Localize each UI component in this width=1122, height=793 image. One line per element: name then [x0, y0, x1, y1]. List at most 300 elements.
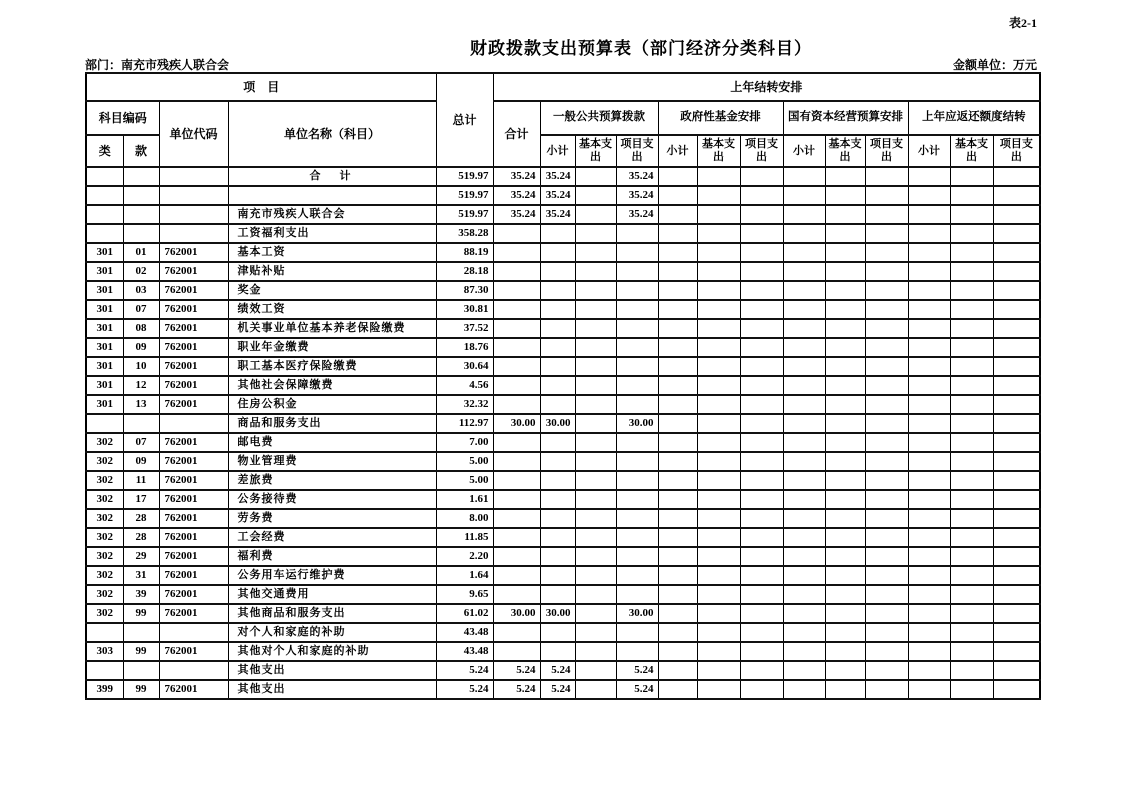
- cell-statecap-project: [865, 186, 908, 205]
- cell-statecap-project: [865, 547, 908, 566]
- cell-item-code: 29: [123, 547, 159, 566]
- cell-govfund-project: [740, 205, 783, 224]
- cell-govfund-subtotal: [658, 395, 697, 414]
- cell-unit-code: 762001: [159, 680, 228, 699]
- cell-refund-subtotal: [908, 395, 950, 414]
- table-row: [86, 357, 1040, 376]
- cell-statecap-project: [865, 509, 908, 528]
- cell-govfund-basic: [697, 433, 740, 452]
- cell-class-code: 301: [86, 395, 123, 414]
- cell-govfund-basic: [697, 509, 740, 528]
- cell-govfund-subtotal: [658, 376, 697, 395]
- cell-govfund-project: [740, 680, 783, 699]
- table-row: [86, 490, 1040, 509]
- table-row: [86, 319, 1040, 338]
- cell-statecap-basic: [825, 167, 865, 186]
- cell-class-code: 302: [86, 547, 123, 566]
- cell-subject-name: 对个人和家庭的补助: [228, 623, 436, 642]
- cell-item-code: 02: [123, 262, 159, 281]
- cell-govfund-subtotal: [658, 319, 697, 338]
- cell-gpb-basic: [575, 433, 616, 452]
- cell-carryover-total: [493, 433, 540, 452]
- cell-statecap-basic: [825, 642, 865, 661]
- cell-govfund-basic: [697, 661, 740, 680]
- cell-subject-name: 差旅费: [228, 471, 436, 490]
- cell-carryover-total: [493, 471, 540, 490]
- cell-statecap-project: [865, 433, 908, 452]
- cell-govfund-basic: [697, 452, 740, 471]
- cell-item-code: 12: [123, 376, 159, 395]
- cell-item-code: [123, 205, 159, 224]
- cell-carryover-total: [493, 357, 540, 376]
- cell-statecap-basic: [825, 224, 865, 243]
- cell-gpb-project: [616, 433, 658, 452]
- cell-govfund-basic: [697, 566, 740, 585]
- cell-gpb-project: 35.24: [616, 205, 658, 224]
- cell-carryover-total: 35.24: [493, 186, 540, 205]
- cell-subject-name: 公务用车运行维护费: [228, 566, 436, 585]
- cell-unit-code: [159, 661, 228, 680]
- cell-govfund-project: [740, 528, 783, 547]
- cell-gpb-subtotal: [540, 376, 575, 395]
- cell-class-code: [86, 186, 123, 205]
- cell-statecap-project: [865, 319, 908, 338]
- cell-refund-basic: [950, 642, 993, 661]
- cell-unit-code: 762001: [159, 319, 228, 338]
- cell-govfund-basic: [697, 224, 740, 243]
- cell-item-code: 08: [123, 319, 159, 338]
- cell-refund-subtotal: [908, 357, 950, 376]
- cell-refund-basic: [950, 205, 993, 224]
- cell-statecap-basic: [825, 395, 865, 414]
- cell-govfund-project: [740, 566, 783, 585]
- cell-refund-project: [993, 509, 1040, 528]
- cell-refund-project: [993, 566, 1040, 585]
- cell-statecap-subtotal: [783, 205, 825, 224]
- cell-gpb-basic: [575, 205, 616, 224]
- cell-govfund-basic: [697, 243, 740, 262]
- cell-class-code: 302: [86, 566, 123, 585]
- budget-table-body: [86, 167, 1040, 699]
- meta-row: [85, 56, 1037, 73]
- cell-govfund-basic: [697, 338, 740, 357]
- header-grand-total: 总计: [436, 73, 493, 167]
- cell-govfund-basic: [697, 604, 740, 623]
- cell-statecap-basic: [825, 300, 865, 319]
- cell-carryover-total: 5.24: [493, 680, 540, 699]
- header-group-general-public-budget: 一般公共预算拨款: [540, 101, 658, 135]
- cell-gpb-project: [616, 376, 658, 395]
- cell-unit-code: [159, 623, 228, 642]
- cell-unit-code: 762001: [159, 300, 228, 319]
- cell-class-code: 302: [86, 471, 123, 490]
- page-title: 财政拨款支出预算表（部门经济分类科目）: [470, 39, 812, 58]
- table-row: [86, 205, 1040, 224]
- cell-carryover-total: [493, 528, 540, 547]
- table-row: [86, 452, 1040, 471]
- cell-statecap-project: [865, 224, 908, 243]
- cell-unit-code: 762001: [159, 585, 228, 604]
- cell-carryover-total: [493, 452, 540, 471]
- cell-refund-project: [993, 680, 1040, 699]
- cell-govfund-subtotal: [658, 338, 697, 357]
- cell-govfund-project: [740, 509, 783, 528]
- cell-item-code: 03: [123, 281, 159, 300]
- cell-gpb-basic: [575, 338, 616, 357]
- cell-gpb-project: [616, 452, 658, 471]
- cell-refund-subtotal: [908, 585, 950, 604]
- cell-statecap-project: [865, 281, 908, 300]
- cell-grand-total: 87.30: [436, 281, 493, 300]
- cell-govfund-basic: [697, 167, 740, 186]
- cell-gpb-project: [616, 585, 658, 604]
- cell-statecap-basic: [825, 547, 865, 566]
- cell-gpb-subtotal: 30.00: [540, 604, 575, 623]
- cell-gpb-basic: [575, 414, 616, 433]
- cell-refund-basic: [950, 395, 993, 414]
- cell-gpb-project: [616, 224, 658, 243]
- cell-statecap-basic: [825, 680, 865, 699]
- header-group-government-fund: 政府性基金安排: [658, 101, 783, 135]
- cell-unit-code: 762001: [159, 471, 228, 490]
- cell-statecap-basic: [825, 414, 865, 433]
- cell-gpb-subtotal: [540, 319, 575, 338]
- cell-gpb-subtotal: [540, 243, 575, 262]
- cell-gpb-basic: [575, 680, 616, 699]
- table-row: [86, 300, 1040, 319]
- cell-class-code: [86, 414, 123, 433]
- cell-grand-total: 88.19: [436, 243, 493, 262]
- cell-refund-basic: [950, 471, 993, 490]
- cell-govfund-project: [740, 642, 783, 661]
- cell-item-code: 07: [123, 300, 159, 319]
- cell-unit-code: 762001: [159, 376, 228, 395]
- cell-statecap-project: [865, 414, 908, 433]
- cell-statecap-subtotal: [783, 547, 825, 566]
- cell-statecap-basic: [825, 604, 865, 623]
- cell-govfund-basic: [697, 623, 740, 642]
- header-project: 项 目: [86, 73, 436, 101]
- table-row: [86, 338, 1040, 357]
- cell-grand-total: 5.00: [436, 471, 493, 490]
- cell-refund-basic: [950, 604, 993, 623]
- cell-refund-subtotal: [908, 528, 950, 547]
- cell-grand-total: 112.97: [436, 414, 493, 433]
- cell-grand-total: 9.65: [436, 585, 493, 604]
- cell-statecap-subtotal: [783, 262, 825, 281]
- cell-unit-code: 762001: [159, 642, 228, 661]
- cell-statecap-subtotal: [783, 680, 825, 699]
- cell-gpb-subtotal: [540, 224, 575, 243]
- cell-statecap-project: [865, 642, 908, 661]
- cell-grand-total: 2.20: [436, 547, 493, 566]
- cell-subject-name: 合 计: [228, 167, 436, 186]
- cell-subject-name: 其他对个人和家庭的补助: [228, 642, 436, 661]
- cell-item-code: [123, 186, 159, 205]
- cell-item-code: 99: [123, 680, 159, 699]
- cell-govfund-basic: [697, 642, 740, 661]
- cell-refund-project: [993, 281, 1040, 300]
- cell-govfund-subtotal: [658, 680, 697, 699]
- cell-refund-subtotal: [908, 205, 950, 224]
- cell-class-code: [86, 661, 123, 680]
- cell-refund-project: [993, 376, 1040, 395]
- cell-refund-project: [993, 585, 1040, 604]
- cell-statecap-subtotal: [783, 395, 825, 414]
- cell-subject-name: 物业管理费: [228, 452, 436, 471]
- cell-statecap-subtotal: [783, 186, 825, 205]
- cell-gpb-basic: [575, 319, 616, 338]
- cell-unit-code: 762001: [159, 433, 228, 452]
- cell-govfund-project: [740, 357, 783, 376]
- cell-statecap-basic: [825, 376, 865, 395]
- cell-refund-basic: [950, 680, 993, 699]
- cell-carryover-total: 35.24: [493, 205, 540, 224]
- cell-item-code: 28: [123, 509, 159, 528]
- table-row: [86, 585, 1040, 604]
- cell-statecap-basic: [825, 319, 865, 338]
- cell-refund-project: [993, 490, 1040, 509]
- cell-refund-subtotal: [908, 281, 950, 300]
- cell-govfund-subtotal: [658, 281, 697, 300]
- cell-carryover-total: [493, 623, 540, 642]
- cell-refund-basic: [950, 224, 993, 243]
- cell-unit-code: 762001: [159, 604, 228, 623]
- header-govfund-subtotal: 小计: [658, 135, 697, 167]
- cell-statecap-subtotal: [783, 376, 825, 395]
- header-unit-code: 单位代码: [159, 101, 228, 167]
- cell-govfund-subtotal: [658, 186, 697, 205]
- cell-carryover-total: 35.24: [493, 167, 540, 186]
- cell-statecap-basic: [825, 623, 865, 642]
- cell-class-code: 302: [86, 528, 123, 547]
- cell-refund-project: [993, 224, 1040, 243]
- cell-statecap-subtotal: [783, 585, 825, 604]
- cell-govfund-project: [740, 452, 783, 471]
- cell-govfund-project: [740, 395, 783, 414]
- cell-govfund-project: [740, 319, 783, 338]
- cell-unit-code: 762001: [159, 281, 228, 300]
- cell-gpb-subtotal: [540, 528, 575, 547]
- cell-refund-basic: [950, 262, 993, 281]
- table-row: [86, 167, 1040, 186]
- cell-gpb-project: 30.00: [616, 414, 658, 433]
- cell-gpb-subtotal: [540, 395, 575, 414]
- cell-statecap-basic: [825, 490, 865, 509]
- cell-statecap-basic: [825, 433, 865, 452]
- header-carryover: 上年结转安排: [493, 73, 1040, 101]
- cell-refund-subtotal: [908, 262, 950, 281]
- cell-class-code: 301: [86, 243, 123, 262]
- table-row: [86, 395, 1040, 414]
- cell-refund-project: [993, 319, 1040, 338]
- cell-refund-subtotal: [908, 490, 950, 509]
- cell-gpb-subtotal: 30.00: [540, 414, 575, 433]
- cell-carryover-total: [493, 395, 540, 414]
- header-class: 类: [86, 135, 123, 167]
- cell-gpb-basic: [575, 224, 616, 243]
- cell-statecap-project: [865, 604, 908, 623]
- cell-gpb-project: [616, 395, 658, 414]
- cell-govfund-basic: [697, 300, 740, 319]
- cell-gpb-project: [616, 281, 658, 300]
- table-row: [86, 224, 1040, 243]
- cell-subject-name: 职工基本医疗保险缴费: [228, 357, 436, 376]
- cell-govfund-subtotal: [658, 471, 697, 490]
- cell-govfund-basic: [697, 471, 740, 490]
- table-row: [86, 376, 1040, 395]
- table-row: [86, 414, 1040, 433]
- cell-grand-total: 519.97: [436, 186, 493, 205]
- header-gpb-subtotal: 小计: [540, 135, 575, 167]
- cell-refund-project: [993, 205, 1040, 224]
- cell-refund-project: [993, 528, 1040, 547]
- table-row: [86, 281, 1040, 300]
- cell-gpb-basic: [575, 566, 616, 585]
- cell-gpb-project: [616, 471, 658, 490]
- cell-gpb-project: [616, 338, 658, 357]
- cell-gpb-project: [616, 509, 658, 528]
- cell-statecap-subtotal: [783, 604, 825, 623]
- cell-gpb-project: [616, 319, 658, 338]
- cell-govfund-subtotal: [658, 604, 697, 623]
- cell-govfund-basic: [697, 528, 740, 547]
- cell-statecap-project: [865, 680, 908, 699]
- cell-gpb-subtotal: [540, 490, 575, 509]
- cell-refund-subtotal: [908, 300, 950, 319]
- cell-class-code: [86, 224, 123, 243]
- cell-refund-basic: [950, 357, 993, 376]
- cell-gpb-project: 5.24: [616, 680, 658, 699]
- table-row: [86, 566, 1040, 585]
- cell-refund-project: [993, 338, 1040, 357]
- cell-govfund-subtotal: [658, 509, 697, 528]
- cell-gpb-project: [616, 262, 658, 281]
- cell-subject-name: 商品和服务支出: [228, 414, 436, 433]
- cell-unit-code: 762001: [159, 243, 228, 262]
- table-row: [86, 433, 1040, 452]
- cell-govfund-project: [740, 585, 783, 604]
- cell-refund-project: [993, 547, 1040, 566]
- cell-unit-code: 762001: [159, 452, 228, 471]
- cell-unit-code: 762001: [159, 357, 228, 376]
- cell-statecap-project: [865, 167, 908, 186]
- cell-gpb-basic: [575, 585, 616, 604]
- cell-gpb-subtotal: [540, 281, 575, 300]
- header-subject-code: 科目编码: [86, 101, 159, 135]
- cell-gpb-project: 35.24: [616, 167, 658, 186]
- cell-carryover-total: [493, 319, 540, 338]
- cell-statecap-subtotal: [783, 243, 825, 262]
- cell-refund-subtotal: [908, 566, 950, 585]
- cell-statecap-basic: [825, 566, 865, 585]
- cell-gpb-basic: [575, 623, 616, 642]
- cell-unit-code: [159, 224, 228, 243]
- cell-refund-basic: [950, 509, 993, 528]
- cell-gpb-basic: [575, 243, 616, 262]
- cell-class-code: [86, 623, 123, 642]
- cell-refund-project: [993, 357, 1040, 376]
- cell-subject-name: 其他支出: [228, 680, 436, 699]
- cell-gpb-subtotal: 5.24: [540, 661, 575, 680]
- cell-grand-total: 519.97: [436, 205, 493, 224]
- table-row: [86, 623, 1040, 642]
- cell-unit-code: 762001: [159, 395, 228, 414]
- cell-refund-subtotal: [908, 680, 950, 699]
- cell-refund-basic: [950, 585, 993, 604]
- cell-grand-total: 32.32: [436, 395, 493, 414]
- cell-refund-subtotal: [908, 186, 950, 205]
- cell-refund-subtotal: [908, 338, 950, 357]
- cell-statecap-basic: [825, 205, 865, 224]
- cell-grand-total: 43.48: [436, 623, 493, 642]
- cell-refund-project: [993, 623, 1040, 642]
- cell-gpb-basic: [575, 604, 616, 623]
- cell-govfund-project: [740, 623, 783, 642]
- cell-class-code: [86, 167, 123, 186]
- cell-refund-subtotal: [908, 243, 950, 262]
- cell-statecap-subtotal: [783, 167, 825, 186]
- cell-govfund-subtotal: [658, 262, 697, 281]
- cell-gpb-subtotal: [540, 357, 575, 376]
- cell-statecap-project: [865, 205, 908, 224]
- cell-gpb-project: 30.00: [616, 604, 658, 623]
- cell-grand-total: 11.85: [436, 528, 493, 547]
- cell-item-code: [123, 224, 159, 243]
- header-carryover-total: 合计: [493, 101, 540, 167]
- cell-govfund-basic: [697, 490, 740, 509]
- cell-subject-name: 职业年金缴费: [228, 338, 436, 357]
- table-row: [86, 186, 1040, 205]
- cell-class-code: [86, 205, 123, 224]
- cell-statecap-subtotal: [783, 414, 825, 433]
- cell-refund-project: [993, 186, 1040, 205]
- cell-govfund-basic: [697, 205, 740, 224]
- cell-gpb-basic: [575, 167, 616, 186]
- cell-statecap-project: [865, 490, 908, 509]
- cell-refund-subtotal: [908, 642, 950, 661]
- cell-grand-total: 5.00: [436, 452, 493, 471]
- cell-gpb-subtotal: 35.24: [540, 205, 575, 224]
- table-reference-number: 表2-1: [1009, 16, 1037, 30]
- cell-carryover-total: [493, 338, 540, 357]
- cell-class-code: 302: [86, 509, 123, 528]
- cell-statecap-subtotal: [783, 566, 825, 585]
- cell-statecap-subtotal: [783, 338, 825, 357]
- cell-item-code: 10: [123, 357, 159, 376]
- cell-refund-subtotal: [908, 604, 950, 623]
- cell-grand-total: 4.56: [436, 376, 493, 395]
- cell-gpb-project: [616, 243, 658, 262]
- cell-govfund-subtotal: [658, 433, 697, 452]
- cell-govfund-subtotal: [658, 547, 697, 566]
- cell-grand-total: 358.28: [436, 224, 493, 243]
- cell-gpb-project: [616, 357, 658, 376]
- header-unit-name: 单位名称（科目）: [228, 101, 436, 167]
- cell-refund-project: [993, 167, 1040, 186]
- cell-subject-name: 基本工资: [228, 243, 436, 262]
- cell-govfund-project: [740, 604, 783, 623]
- cell-gpb-subtotal: [540, 509, 575, 528]
- cell-gpb-basic: [575, 471, 616, 490]
- cell-carryover-total: 30.00: [493, 414, 540, 433]
- cell-item-code: 31: [123, 566, 159, 585]
- header-item: 款: [123, 135, 159, 167]
- header-statecap-basic: 基本支出: [825, 135, 865, 167]
- cell-gpb-project: 35.24: [616, 186, 658, 205]
- cell-refund-basic: [950, 623, 993, 642]
- cell-grand-total: 8.00: [436, 509, 493, 528]
